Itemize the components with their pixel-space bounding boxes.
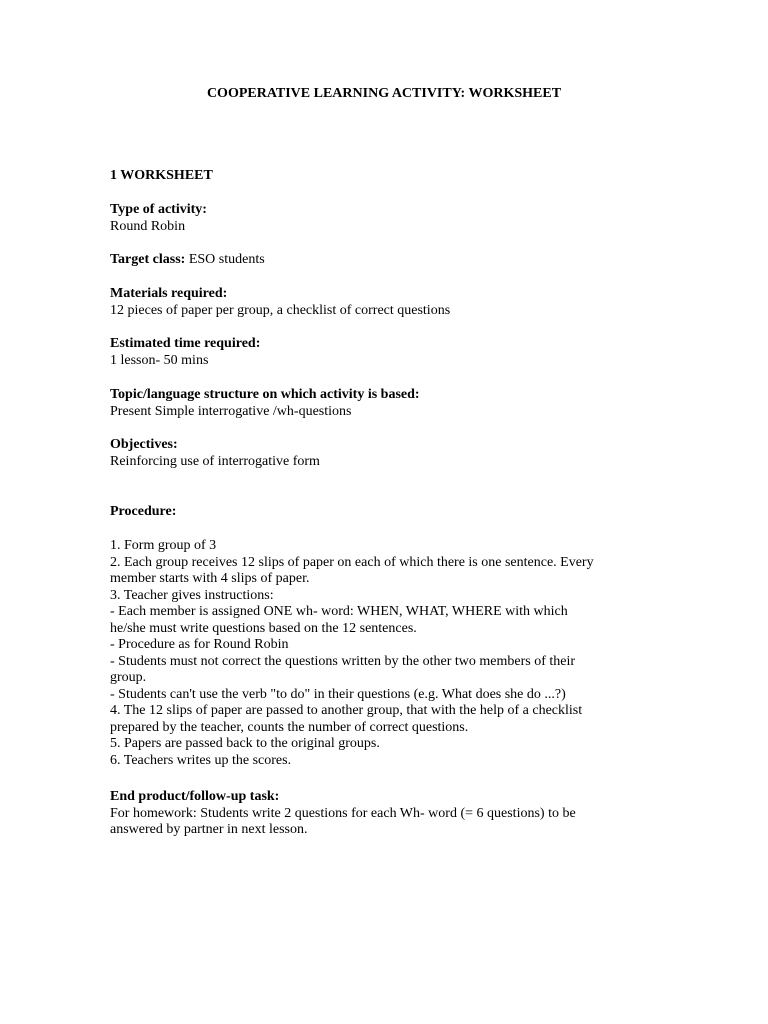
type-of-activity-label: Type of activity: xyxy=(110,202,207,217)
procedure-line: - Procedure as for Round Robin xyxy=(110,637,289,652)
target-class-value: ESO students xyxy=(188,252,265,267)
topic-value: Present Simple interrogative /wh-questions xyxy=(110,403,352,419)
type-of-activity-value: Round Robin xyxy=(110,218,186,234)
section-heading: 1 WORKSHEET xyxy=(110,168,213,183)
end-product-field xyxy=(110,789,650,839)
materials-value: 12 pieces of paper per group, a checklist of correct questions xyxy=(110,302,451,318)
procedure-line: 1. Form group of 3 xyxy=(110,538,217,553)
materials-label: Materials required: xyxy=(110,286,228,301)
procedure-line: 6. Teachers writes up the scores. xyxy=(110,752,292,768)
materials-field xyxy=(110,286,670,319)
procedure-line: - Students can't use the verb "to do" in their questions (e.g. What does she do ...?) xyxy=(110,686,566,702)
procedure-line: 3. Teacher gives instructions: xyxy=(110,587,274,603)
target-class-field xyxy=(110,252,670,269)
objectives-label: Objectives: xyxy=(110,437,178,452)
end-product-line: For homework: Students write 2 questions for each Wh- word (= 6 questions) to be xyxy=(110,805,576,821)
procedure-line: member starts with 4 slips of paper. xyxy=(110,571,310,586)
procedure-line: - Each member is assigned ONE wh- word: WHEN, WHAT, WHERE with which xyxy=(110,604,568,619)
objectives-field xyxy=(110,437,670,470)
procedure-line: prepared by the teacher, counts the number of correct questions. xyxy=(110,719,469,735)
end-product-line: answered by partner in next lesson. xyxy=(110,822,308,837)
target-class-label: Target class: xyxy=(110,252,186,267)
estimated-time-value: 1 lesson- 50 mins xyxy=(110,352,209,368)
procedure-line: - Students must not correct the questions written by the other two members of their xyxy=(110,653,576,669)
estimated-time-field xyxy=(110,336,670,369)
procedure-line: 4. The 12 slips of paper are passed to another group, that with the help of a checklist xyxy=(110,703,583,718)
procedure-line: 2. Each group receives 12 slips of paper on each of which there is one sentence. Every xyxy=(110,554,594,570)
end-product-label: End product/follow-up task: xyxy=(110,789,280,804)
procedure-line: he/she must write questions based on the 12 sentences. xyxy=(110,620,417,636)
topic-field xyxy=(110,387,670,420)
estimated-time-label: Estimated time required: xyxy=(110,336,261,351)
procedure-line: 5. Papers are passed back to the original groups. xyxy=(110,736,380,751)
document-title: COOPERATIVE LEARNING ACTIVITY: WORKSHEET xyxy=(206,86,562,101)
procedure-steps xyxy=(110,538,650,769)
procedure-heading: Procedure: xyxy=(110,504,177,519)
topic-label: Topic/language structure on which activity is based: xyxy=(110,387,420,402)
procedure-line: group. xyxy=(110,670,147,685)
objectives-value: Reinforcing use of interrogative form xyxy=(110,453,320,469)
type-of-activity-field xyxy=(110,202,670,235)
